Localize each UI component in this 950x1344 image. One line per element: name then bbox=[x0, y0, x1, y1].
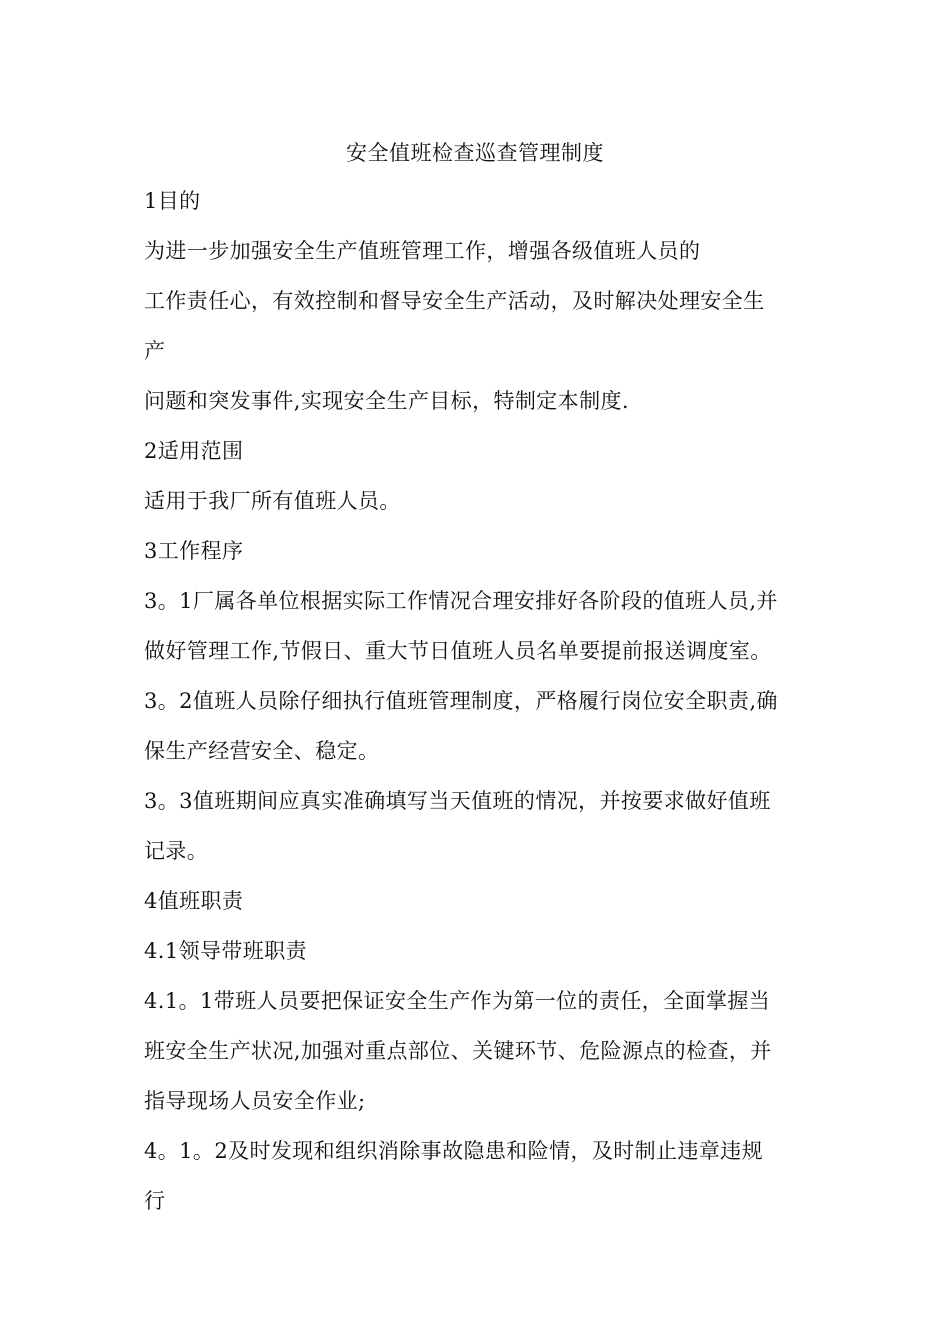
heading-procedure: 3工作程序 bbox=[144, 539, 244, 563]
paragraph-line: 班安全生产状况,加强对重点部位、关键环节、危险源点的检查，并 bbox=[144, 1039, 772, 1063]
heading-purpose: 1目的 bbox=[144, 189, 201, 213]
paragraph-line: 4.1。1带班人员要把保证安全生产作为第一位的责任，全面掌握当 bbox=[144, 989, 771, 1013]
paragraph-line: 指导现场人员安全作业; bbox=[144, 1089, 366, 1113]
paragraph-line: 做好管理工作,节假日、重大节日值班人员名单要提前报送调度室。 bbox=[144, 639, 772, 663]
paragraph-line: 产 bbox=[144, 339, 166, 363]
document-title: 安全值班检查巡查管理制度 bbox=[346, 141, 604, 165]
paragraph-line: 为进一步加强安全生产值班管理工作，增强各级值班人员的 bbox=[144, 239, 701, 263]
paragraph-line: 3。3值班期间应真实准确填写当天值班的情况，并按要求做好值班 bbox=[144, 789, 771, 813]
paragraph-line: 3。1厂属各单位根据实际工作情况合理安排好各阶段的值班人员,并 bbox=[144, 589, 778, 613]
heading-leader-duties: 4.1领导带班职责 bbox=[144, 939, 307, 963]
paragraph-line: 适用于我厂所有值班人员。 bbox=[144, 489, 401, 513]
heading-scope: 2适用范围 bbox=[144, 439, 244, 463]
heading-duties: 4值班职责 bbox=[144, 889, 244, 913]
paragraph-line: 4。1。2及时发现和组织消除事故隐患和险情，及时制止违章违规 bbox=[144, 1139, 764, 1163]
paragraph-line: 3。2值班人员除仔细执行值班管理制度，严格履行岗位安全职责,确 bbox=[144, 689, 778, 713]
paragraph-line: 记录。 bbox=[144, 839, 209, 863]
paragraph-line: 问题和突发事件,实现安全生产目标，特制定本制度. bbox=[144, 389, 629, 413]
paragraph-line: 工作责任心，有效控制和督导安全生产活动，及时解决处理安全生 bbox=[144, 289, 765, 313]
paragraph-line: 保生产经营安全、稳定。 bbox=[144, 739, 380, 763]
paragraph-line: 行 bbox=[144, 1189, 166, 1213]
